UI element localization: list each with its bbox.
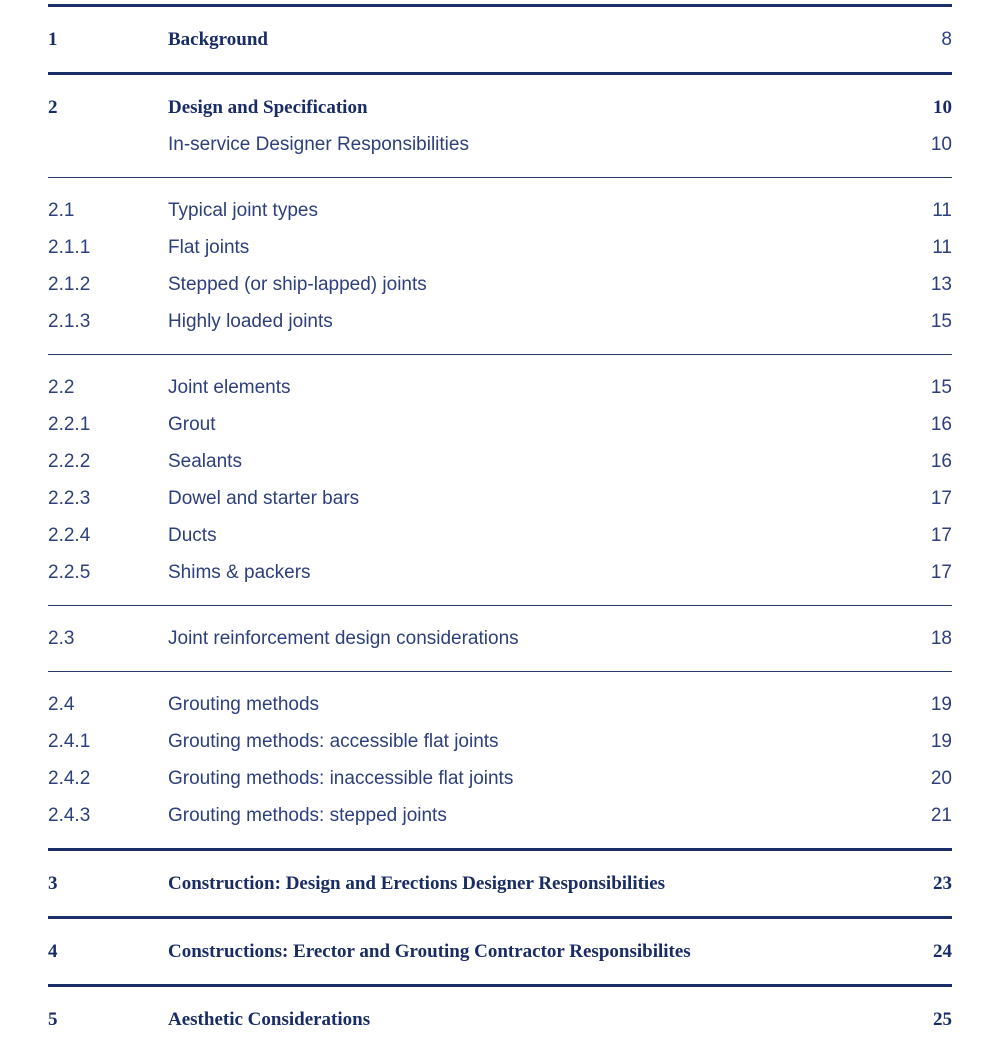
toc-section <box>48 75 952 177</box>
toc-entry[interactable] <box>48 620 952 657</box>
toc-entry[interactable] <box>48 229 952 266</box>
toc-entry-title[interactable]: Grouting methods <box>168 694 320 715</box>
toc-entry[interactable] <box>48 443 952 480</box>
toc-entry-page-number: 21 <box>930 805 952 826</box>
toc-entry[interactable] <box>48 865 952 902</box>
toc-entry-number: 3 <box>48 873 58 894</box>
toc-entry-page-number: 16 <box>930 451 952 472</box>
toc-section <box>48 672 952 848</box>
toc-section <box>48 7 952 72</box>
toc-entry[interactable] <box>48 1001 952 1038</box>
toc-entry-title[interactable]: Grouting methods: accessible flat joints <box>168 731 499 752</box>
toc-entry[interactable] <box>48 126 952 163</box>
toc-entry-number: 2.1 <box>48 200 75 221</box>
toc-entry-page-number: 10 <box>933 97 952 118</box>
toc-entry[interactable] <box>48 369 952 406</box>
toc-entry-number: 2.3 <box>48 628 75 649</box>
toc-entry-page-number: 15 <box>930 311 952 332</box>
toc-entry-title[interactable]: Ducts <box>168 525 217 546</box>
toc-entry-number: 2.4 <box>48 694 75 715</box>
toc-entry-title[interactable]: Constructions: Erector and Grouting Contractor Responsibilites <box>168 941 691 962</box>
toc-entry[interactable] <box>48 554 952 591</box>
toc-entry-title[interactable]: Construction: Design and Erections Designer Responsibilities <box>168 873 666 894</box>
toc-entry-page-number: 10 <box>930 134 952 155</box>
toc-entry-page-number: 17 <box>930 562 952 583</box>
toc-entry-number: 2.4.3 <box>48 805 91 826</box>
toc-entry-number: 2.1.2 <box>48 274 91 295</box>
toc-entry[interactable] <box>48 303 952 340</box>
toc-entry-title[interactable]: In-service Designer Responsibilities <box>168 134 469 155</box>
toc-entry-number: 2.2.2 <box>48 451 91 472</box>
toc-entry-title[interactable]: Joint elements <box>168 377 291 398</box>
toc-entry[interactable] <box>48 797 952 834</box>
toc-entry[interactable] <box>48 686 952 723</box>
toc-entry-page-number: 20 <box>930 768 952 789</box>
toc-entry[interactable] <box>48 480 952 517</box>
toc-entry-title[interactable]: Highly loaded joints <box>168 311 333 332</box>
toc-entry-title[interactable]: Typical joint types <box>168 200 318 221</box>
toc-section <box>48 919 952 984</box>
toc-entry-number: 2.2.4 <box>48 525 91 546</box>
toc-entry-page-number: 23 <box>933 873 952 894</box>
toc-entry-number: 2 <box>48 97 58 118</box>
toc-entry-page-number: 19 <box>930 694 952 715</box>
toc-entry[interactable] <box>48 933 952 970</box>
toc-entry-title[interactable]: Grouting methods: stepped joints <box>168 805 447 826</box>
toc-entry-page-number: 25 <box>933 1009 952 1030</box>
toc-entry[interactable] <box>48 192 952 229</box>
toc-entry-number: 5 <box>48 1009 58 1030</box>
toc-entry-number: 2.1.3 <box>48 311 91 332</box>
toc-entry-number: 2.2.1 <box>48 414 91 435</box>
toc-entry-number: 4 <box>48 941 58 962</box>
toc-entry-number: 1 <box>48 29 58 50</box>
toc-entry-page-number: 24 <box>933 941 952 962</box>
toc-section <box>48 987 952 1052</box>
toc-entry-title[interactable]: Sealants <box>168 451 242 472</box>
toc-section <box>48 606 952 671</box>
toc-entry-page-number: 8 <box>941 29 952 50</box>
toc-entry-title[interactable]: Grouting methods: inaccessible flat joints <box>168 768 514 789</box>
toc-entry-page-number: 19 <box>930 731 952 752</box>
toc-entry[interactable] <box>48 723 952 760</box>
toc-entry-title[interactable]: Shims & packers <box>168 562 311 583</box>
table-of-contents <box>48 0 952 1052</box>
toc-entry-number: 2.2.3 <box>48 488 91 509</box>
toc-entry-number: 2.2.5 <box>48 562 91 583</box>
toc-entry-title[interactable]: Flat joints <box>168 237 250 258</box>
toc-entry[interactable] <box>48 517 952 554</box>
toc-entry-title[interactable]: Aesthetic Considerations <box>168 1009 371 1030</box>
toc-section <box>48 178 952 354</box>
toc-entry-page-number: 13 <box>930 274 952 295</box>
toc-entry-title[interactable]: Design and Specification <box>168 97 368 118</box>
toc-entry[interactable] <box>48 760 952 797</box>
toc-entry-number: 2.2 <box>48 377 75 398</box>
toc-entry-title[interactable]: Grout <box>168 414 216 435</box>
toc-section <box>48 355 952 605</box>
toc-entry[interactable] <box>48 89 952 126</box>
toc-entry-number: 2.4.1 <box>48 731 91 752</box>
toc-entry-page-number: 15 <box>930 377 952 398</box>
toc-entry-page-number: 17 <box>930 525 952 546</box>
toc-entry[interactable] <box>48 21 952 58</box>
toc-entry-page-number: 11 <box>932 237 952 258</box>
toc-entry-number: 2.1.1 <box>48 237 91 258</box>
toc-entry-title[interactable]: Background <box>168 29 268 50</box>
toc-entry-page-number: 11 <box>932 200 952 221</box>
toc-section <box>48 851 952 916</box>
toc-entry-number: 2.4.2 <box>48 768 91 789</box>
toc-entry-page-number: 16 <box>930 414 952 435</box>
toc-entry-page-number: 17 <box>930 488 952 509</box>
toc-entry-title[interactable]: Joint reinforcement design considerations <box>168 628 519 649</box>
toc-entry[interactable] <box>48 406 952 443</box>
toc-entry-title[interactable]: Stepped (or ship-lapped) joints <box>168 274 427 295</box>
toc-entry[interactable] <box>48 266 952 303</box>
toc-entry-title[interactable]: Dowel and starter bars <box>168 488 360 509</box>
toc-entry-page-number: 18 <box>930 628 952 649</box>
